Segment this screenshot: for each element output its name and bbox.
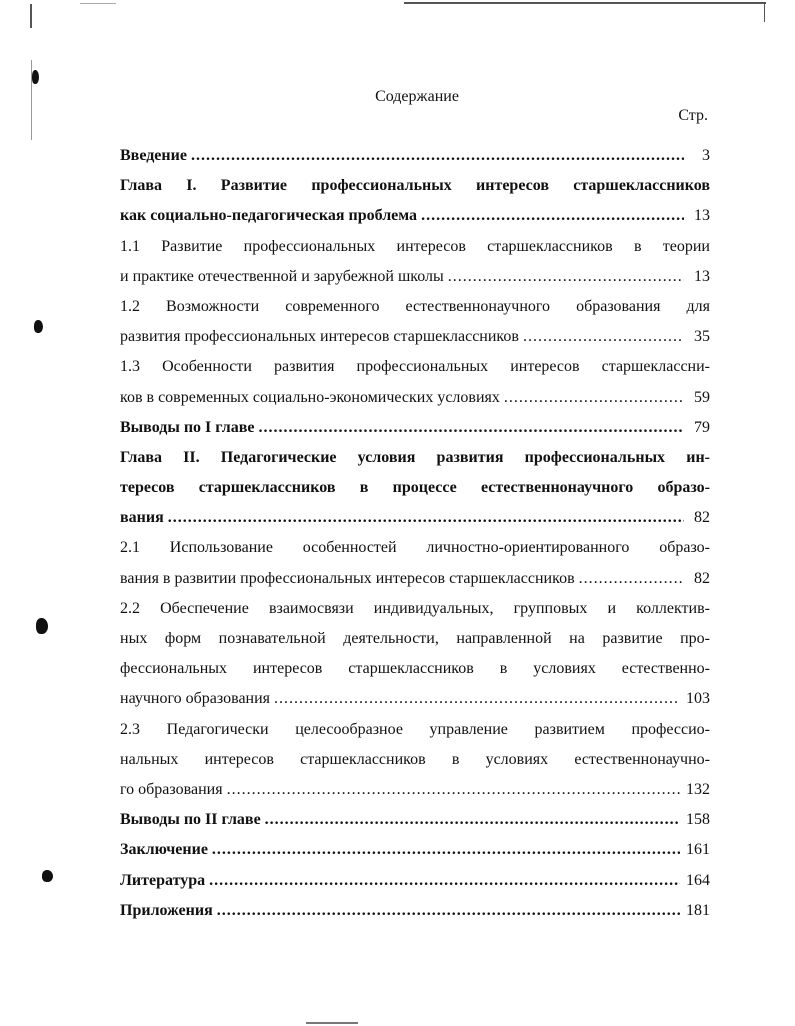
dot-leader <box>191 141 684 171</box>
toc-entry <box>120 503 710 533</box>
toc-entry-text: и практике отечественной и зарубежной школы <box>120 267 444 285</box>
dot-leader <box>274 684 680 714</box>
toc-entry <box>120 564 710 594</box>
toc-entry <box>120 533 710 563</box>
toc-entry <box>120 775 710 805</box>
toc-entry-text: фессиональных интересов старшеклассников в условиях естественно- <box>120 660 710 678</box>
dot-leader <box>258 413 684 443</box>
toc-entry <box>120 322 710 352</box>
toc-entry <box>120 443 710 473</box>
scan-dash-bottom <box>306 1022 358 1024</box>
toc-entry-text: Заключение <box>120 841 208 859</box>
table-of-contents <box>120 141 710 926</box>
punch-hole-mark <box>34 320 43 333</box>
toc-entry-page: 3 <box>702 147 710 164</box>
dot-leader <box>579 564 684 594</box>
toc-entry <box>120 896 710 926</box>
toc-entry-text: Выводы по I главе <box>120 418 255 436</box>
toc-entry-text: вания в развитии профессиональных интересов старшеклассников <box>120 569 575 587</box>
toc-entry <box>120 624 710 654</box>
toc-entry-page: 161 <box>686 841 710 859</box>
toc-entry <box>120 141 710 171</box>
toc-entry-text: Глава I. Развитие профессиональных интересов старшеклассников <box>120 177 710 195</box>
dot-leader <box>448 262 684 292</box>
dot-leader <box>523 322 684 352</box>
toc-entry-text: 1.2 Возможности современного естественнонаучного образования для <box>120 297 710 315</box>
page-column-header: Стр. <box>678 107 708 124</box>
toc-entry <box>120 715 710 745</box>
toc-entry <box>120 745 710 775</box>
toc-entry-text: 2.1 Использование особенностей личностно-ориентированного образо- <box>120 539 710 557</box>
dot-leader <box>217 896 680 926</box>
toc-entry-page: 82 <box>694 569 710 587</box>
toc-entry-text: ков в современных социально-экономических условиях <box>120 388 500 406</box>
toc-entry-page: 13 <box>694 267 710 285</box>
toc-entry-page: 164 <box>686 871 710 889</box>
toc-entry-page: 132 <box>686 780 710 798</box>
scan-border-top <box>404 2 766 4</box>
scan-border-left <box>30 4 32 28</box>
toc-entry-text: научного образования <box>120 690 271 708</box>
toc-entry-text: 1.3 Особенности развития профессиональных интересов старшеклассни- <box>120 358 710 376</box>
toc-entry-text: тересов старшеклассников в процессе естественнонаучного образо- <box>120 479 710 497</box>
toc-entry <box>120 835 710 865</box>
dot-leader <box>209 866 680 896</box>
toc-entry <box>120 201 710 231</box>
toc-entry <box>120 805 710 835</box>
document-title: Содержание <box>375 88 459 105</box>
toc-entry-text: Литература <box>120 871 206 889</box>
toc-entry-page: 79 <box>694 418 710 436</box>
toc-entry <box>120 352 710 382</box>
toc-entry <box>120 594 710 624</box>
toc-entry-text: 2.2 Обеспечение взаимосвязи индивидуальных, групповых и коллектив- <box>120 599 710 617</box>
toc-entry <box>120 171 710 201</box>
scan-dash-top-left <box>80 3 116 4</box>
dot-leader <box>265 805 680 835</box>
toc-entry-text: 1.1 Развитие профессиональных интересов старшеклассников в теории <box>120 237 710 255</box>
toc-entry-text: 2.3 Педагогически целесообразное управление развитием профессио- <box>120 720 710 738</box>
toc-entry-page: 103 <box>686 690 710 708</box>
toc-entry-text: как социально-педагогическая проблема <box>120 207 418 225</box>
toc-entry <box>120 383 710 413</box>
toc-entry-text: ных форм познавательной деятельности, направленной на развитие про- <box>120 630 710 647</box>
toc-entry-page: 82 <box>694 509 710 527</box>
toc-entry-text: Приложения <box>120 901 213 919</box>
toc-entry-text: Выводы по II главе <box>120 811 261 829</box>
toc-entry-text: Глава II. Педагогические условия развития профессиональных ин- <box>120 448 710 466</box>
toc-entry-page: 158 <box>686 811 710 829</box>
toc-entry-text: го образования <box>120 780 223 798</box>
toc-entry-page: 181 <box>686 901 710 919</box>
scan-border-right-tick <box>764 2 765 22</box>
dot-leader <box>168 503 684 533</box>
toc-entry-text: развития профессиональных интересов старшеклассников <box>120 328 519 346</box>
punch-hole-mark <box>42 870 53 882</box>
dot-leader <box>421 201 684 231</box>
toc-entry-page: 35 <box>694 328 710 346</box>
toc-entry-page: 59 <box>694 388 710 406</box>
toc-entry <box>120 473 710 503</box>
toc-entry <box>120 292 710 322</box>
toc-entry-text: вания <box>120 509 164 527</box>
toc-entry <box>120 684 710 714</box>
toc-entry <box>120 262 710 292</box>
toc-entry <box>120 232 710 262</box>
dot-leader <box>227 775 680 805</box>
toc-entry <box>120 866 710 896</box>
toc-entry-text: нальных интересов старшеклассников в условиях естественнонаучно- <box>120 750 710 768</box>
punch-hole-mark <box>32 70 39 84</box>
toc-entry-page: 13 <box>694 207 710 225</box>
toc-entry-text: Введение <box>120 147 187 164</box>
dot-leader <box>504 383 684 413</box>
toc-entry <box>120 413 710 443</box>
punch-hole-mark <box>36 618 48 634</box>
dot-leader <box>212 835 680 865</box>
toc-entry <box>120 654 710 684</box>
